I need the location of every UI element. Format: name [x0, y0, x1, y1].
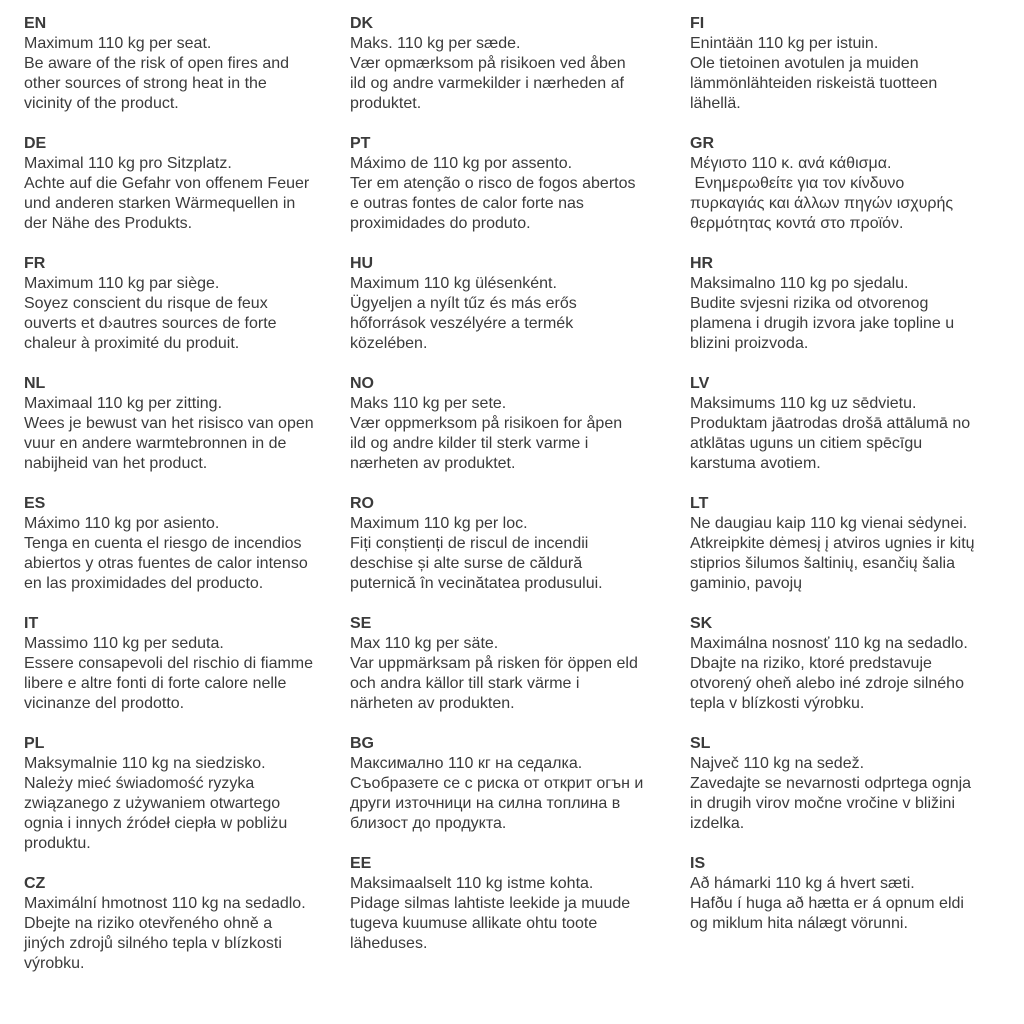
text-line: plamena i drugih izvora jake topline u: [690, 315, 955, 332]
text-line: Maksimaalselt 110 kg istme kohta.: [350, 875, 594, 892]
text-line: Maksimums 110 kg uz sēdvietu.: [690, 395, 917, 412]
text-line: Massimo 110 kg per seduta.: [24, 635, 224, 652]
language-code-label: NL: [24, 375, 46, 392]
text-line: blizini proizvoda.: [690, 335, 809, 352]
text-line: der Nähe des Produkts.: [24, 215, 193, 232]
language-block-sl: [690, 734, 1024, 834]
text-line: Ter em atenção o risco de fogos abertos: [350, 175, 636, 192]
text-line: Wees je bewust van het risisco van open: [24, 415, 314, 432]
language-code-label: HR: [690, 255, 714, 272]
language-block-nl: [24, 374, 350, 474]
language-block-es: [24, 494, 350, 594]
text-line: libere e altre fonti di forte calore nelle: [24, 675, 287, 692]
text-line: Maximum 110 kg per seat.: [24, 35, 212, 52]
text-line: Atkreipkite dėmesį į atviros ugnies ir kitų: [690, 535, 975, 552]
language-code-label: LV: [690, 375, 710, 392]
text-line: und anderen starken Wärmequellen in: [24, 195, 296, 212]
text-line: lähellä.: [690, 95, 741, 112]
language-block-pl: [24, 734, 350, 854]
text-line: Máximo 110 kg por asiento.: [24, 515, 220, 532]
text-line: Achte auf die Gefahr von offenem Feuer: [24, 175, 310, 192]
text-line: atklātas uguns un citiem spēcīgu: [690, 435, 923, 452]
column-1: [24, 14, 350, 994]
language-code-label: ES: [24, 495, 46, 512]
text-line: deschise și alte surse de căldură: [350, 555, 583, 572]
text-line: chaleur à proximité du produit.: [24, 335, 240, 352]
text-line: közelében.: [350, 335, 428, 352]
text-line: nærheten av produktet.: [350, 455, 516, 472]
text-line: gaminio, pavojų: [690, 575, 803, 592]
text-line: stiprios šilumos šaltinių, esančių šalia: [690, 555, 955, 572]
language-block-hu: [350, 254, 690, 354]
text-line: tugeva kuumuse allikate ohtu toote: [350, 915, 598, 932]
text-line: ouverts et d›autres sources de forte: [24, 315, 277, 332]
text-line: výrobku.: [24, 955, 85, 972]
text-line: Należy mieć świadomość ryzyka: [24, 775, 255, 792]
language-code-label: EN: [24, 15, 47, 32]
text-line: jiných zdrojů silného tepla v blízkosti: [24, 935, 282, 952]
language-block-no: [350, 374, 690, 474]
language-code-label: SE: [350, 615, 372, 632]
language-code-label: RO: [350, 495, 374, 512]
text-line: other sources of strong heat in the: [24, 75, 267, 92]
text-line: ild og andre kilder til sterk varme i: [350, 435, 589, 452]
text-line: in drugih virov močne vročine v bližini: [690, 795, 955, 812]
language-block-is: [690, 854, 1024, 934]
text-line: nabijheid van het product.: [24, 455, 208, 472]
text-line: θερμότητας κοντά στο προϊόν.: [690, 215, 904, 232]
text-line: produktet.: [350, 95, 422, 112]
text-line: Maximum 110 kg per loc.: [350, 515, 528, 532]
language-code-label: LT: [690, 495, 709, 512]
text-line: Essere consapevoli del rischio di fiamme: [24, 655, 314, 672]
text-line: Μέγιστο 110 κ. ανά κάθισμα.: [690, 155, 892, 172]
language-code-label: SL: [690, 735, 711, 752]
text-line: otvorený oheň alebo iné zdroje silného: [690, 675, 964, 692]
language-code-label: EE: [350, 855, 372, 872]
language-code-label: SK: [690, 615, 713, 632]
language-block-hr: [690, 254, 1024, 354]
text-line: Að hámarki 110 kg á hvert sæti.: [690, 875, 915, 892]
language-code-label: HU: [350, 255, 374, 272]
language-code-label: PT: [350, 135, 371, 152]
text-line: Vær oppmerksom på risikoen for åpen: [350, 415, 623, 432]
text-line: närheten av produkten.: [350, 695, 515, 712]
language-code-label: IT: [24, 615, 39, 632]
language-block-se: [350, 614, 690, 714]
text-line: Dbajte na riziko, ktoré predstavuje: [690, 655, 932, 672]
text-line: Fiți conștienți de riscul de incendii: [350, 535, 589, 552]
language-code-label: DE: [24, 135, 47, 152]
text-line: vicinanze del prodotto.: [24, 695, 185, 712]
language-code-label: FR: [24, 255, 46, 272]
text-line: ild og andre varmekilder i nærheden af: [350, 75, 624, 92]
language-block-en: [24, 14, 350, 114]
text-line: izdelka.: [690, 815, 745, 832]
language-block-fr: [24, 254, 350, 354]
language-code-label: FI: [690, 15, 705, 32]
text-line: Maks 110 kg per sete.: [350, 395, 507, 412]
text-line: tepla v blízkosti výrobku.: [690, 695, 865, 712]
text-line: abiertos y otras fuentes de calor intenso: [24, 555, 308, 572]
text-line: други източници на силна топлина в: [350, 795, 621, 812]
text-line: produktu.: [24, 835, 91, 852]
language-block-cz: [24, 874, 350, 974]
text-line: Ügyeljen a nyílt tűz és más erős: [350, 295, 577, 312]
text-line: Pidage silmas lahtiste leekide ja muude: [350, 895, 631, 912]
text-line: Maximální hmotnost 110 kg na sedadlo.: [24, 895, 306, 912]
text-line: Máximo de 110 kg por assento.: [350, 155, 573, 172]
language-code-label: IS: [690, 855, 706, 872]
text-line: Dbejte na riziko otevřeného ohně a: [24, 915, 273, 932]
language-code-label: PL: [24, 735, 45, 752]
language-block-lv: [690, 374, 1024, 474]
language-code-label: DK: [350, 15, 374, 32]
text-line: vuur en andere warmtebronnen in de: [24, 435, 287, 452]
text-line: hőforrások veszélyére a termék: [350, 315, 574, 332]
text-line: Največ 110 kg na sedež.: [690, 755, 865, 772]
language-block-ee: [350, 854, 690, 954]
text-line: lämmönlähteiden riskeistä tuotteen: [690, 75, 938, 92]
language-code-label: BG: [350, 735, 374, 752]
language-block-gr: [690, 134, 1024, 234]
text-line: Максимално 110 кг на седалка.: [350, 755, 583, 772]
text-line: Maksymalnie 110 kg na siedzisko.: [24, 755, 266, 772]
text-line: och andra källor till stark värme i: [350, 675, 580, 692]
language-block-ro: [350, 494, 690, 594]
language-code-label: GR: [690, 135, 714, 152]
text-line: e outras fontes de calor forte nas: [350, 195, 584, 212]
text-line: vicinity of the product.: [24, 95, 179, 112]
text-line: proximidades do produto.: [350, 215, 531, 232]
text-line: puternică în vecinătatea produsului.: [350, 575, 603, 592]
language-block-pt: [350, 134, 690, 234]
language-block-lt: [690, 494, 1024, 594]
language-block-fi: [690, 14, 1024, 114]
text-line: Съобразете се с риска от открит огън и: [350, 775, 644, 792]
text-line: Max 110 kg per säte.: [350, 635, 499, 652]
language-block-it: [24, 614, 350, 714]
text-line: Var uppmärksam på risken för öppen eld: [350, 655, 638, 672]
text-line: Be aware of the risk of open fires and: [24, 55, 290, 72]
text-line: läheduses.: [350, 935, 428, 952]
language-block-sk: [690, 614, 1024, 714]
language-code-label: NO: [350, 375, 374, 392]
text-line: πυρκαγιάς και άλλων πηγών ισχυρής: [690, 195, 954, 212]
text-line: Zavedajte se nevarnosti odprtega ognja: [690, 775, 972, 792]
text-line: ognia i innych źródeł ciepła w pobliżu: [24, 815, 288, 832]
text-line: Budite svjesni rizika od otvorenog: [690, 295, 929, 312]
text-line: en las proximidades del producto.: [24, 575, 264, 592]
text-line: Hafðu í huga að hætta er á opnum eldi: [690, 895, 964, 912]
text-line: близост до продукта.: [350, 815, 507, 832]
language-block-de: [24, 134, 350, 234]
language-block-dk: [350, 14, 690, 114]
text-line: Soyez conscient du risque de feux: [24, 295, 268, 312]
text-line: Maximum 110 kg par siège.: [24, 275, 220, 292]
text-line: Maximum 110 kg ülésenként.: [350, 275, 557, 292]
text-line: Maks. 110 kg per sæde.: [350, 35, 521, 52]
text-line: Maximaal 110 kg per zitting.: [24, 395, 223, 412]
language-code-label: CZ: [24, 875, 46, 892]
text-line: związanego z używaniem otwartego: [24, 795, 281, 812]
text-line: Ole tietoinen avotulen ja muiden: [690, 55, 919, 72]
text-line: Maksimalno 110 kg po sjedalu.: [690, 275, 909, 292]
text-line: karstuma avotiem.: [690, 455, 821, 472]
text-line: Maximal 110 kg pro Sitzplatz.: [24, 155, 232, 172]
column-2: [350, 14, 690, 994]
column-3: [690, 14, 1024, 994]
text-line: og miklum hita nálægt vörunni.: [690, 915, 908, 932]
text-line: Ne daugiau kaip 110 kg vienai sėdynei.: [690, 515, 968, 532]
text-line: Tenga en cuenta el riesgo de incendios: [24, 535, 302, 552]
language-block-bg: [350, 734, 690, 834]
text-line: Produktam jāatrodas drošā attālumā no: [690, 415, 971, 432]
text-line: Vær opmærksom på risikoen ved åben: [350, 55, 626, 72]
text-line: Enintään 110 kg per istuin.: [690, 35, 879, 52]
text-line: Maximálna nosnosť 110 kg na sedadlo.: [690, 635, 968, 652]
text-line: Ενημερωθείτε για τον κίνδυνο: [690, 175, 905, 192]
